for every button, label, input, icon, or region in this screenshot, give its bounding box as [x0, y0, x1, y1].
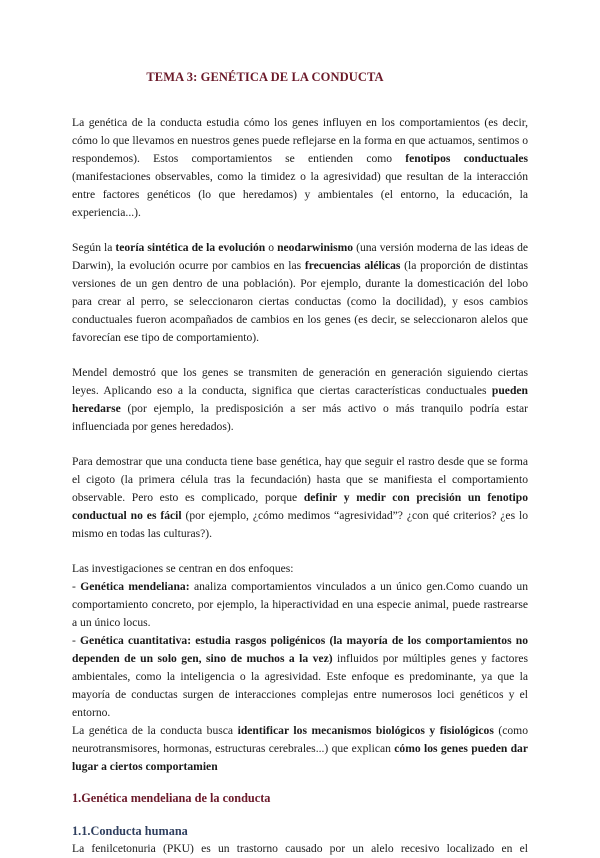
paragraph-pku: La fenilcetonuria (PKU) es un trastorno causado por un alelo recesivo localizado en el [72, 842, 528, 855]
text: (por ejemplo, la predisposición a ser más activo o más tranquilo podría estar influenciada por genes heredados). [72, 402, 528, 433]
bold-term: neodarwinismo [277, 241, 354, 254]
text: (una versión moderna de las ideas de Darwin), la evolución ocurre por cambios en las [72, 241, 529, 272]
approach-item-quantitative [72, 632, 528, 722]
text: analiza comportamientos vinculados a un único gen.Como cuando un comportamiento concreto, por ejemplo, la hiperactividad en una especie animal, puede rastrearse a un único locus. [72, 580, 528, 629]
text: La genética de la conducta estudia cómo los genes influyen en los comportamientos (es decir, cómo lo que llevamos en nuestros genes puede reflejarse en la forma en que actuamos, sentimos o respondemos). Estos comportamientos se entienden como [72, 116, 528, 165]
page-title: TEMA 3: GENÉTICA DE LA CONDUCTA [146, 70, 384, 84]
document-body [72, 114, 528, 858]
paragraph-1 [72, 114, 528, 222]
bold-term: cómo los genes pueden dar lugar a ciertos comportamien [72, 742, 528, 773]
section-heading: 1.Genética mendeliana de la conducta [72, 791, 271, 805]
text: (como neurotransmisores, hormonas, estructuras cerebrales...) que explican [72, 724, 528, 755]
text: (por ejemplo, ¿cómo medimos “agresividad”? ¿con qué criterios? ¿es lo mismo en todas las culturas?). [72, 509, 528, 540]
text: Para demostrar que una conducta tiene base genética, hay que seguir el rastro desde que se forma el cigoto (la primera célula tras la fecundación) hasta que se manifiesta el comportamiento observable. Pero esto es complicado, porque [72, 455, 528, 504]
approaches-conclusion [72, 722, 528, 776]
text: Mendel demostró que los genes se transmiten de generación en generación siguiendo ciertas leyes. Aplicando eso a la conducta, significa que ciertas características conductuales [72, 366, 528, 397]
text: (la proporción de distintas versiones de un gen dentro de una población). Por ejemplo, durante la domesticación del lobo para crear al perro, se seleccionaron ciertas conductas (como la docilidad), y esos cambios conductuales fueron acompañados de cambios en los genes (es decir, se seleccionaron alelos que favorecían ese tipo de comportamiento). [72, 259, 528, 344]
approach-item-mendelian [72, 578, 528, 632]
approaches-intro: Las investigaciones se centran en dos enfoques: [72, 562, 294, 575]
paragraph-3 [72, 364, 528, 436]
bold-term: pueden heredarse [72, 384, 528, 415]
paragraph-2 [72, 239, 528, 347]
text: Según la [72, 241, 116, 254]
subsection-heading: 1.1.Conducta humana [72, 824, 188, 838]
bold-term: frecuencias alélicas [304, 259, 401, 272]
bold-term: identificar los mecanismos biológicos y fisiológicos [237, 724, 494, 737]
approaches-block [72, 560, 528, 776]
bold-term: Genética cuantitativa: estudia rasgos poligénicos (la mayoría de los comportamientos no dependen de un solo gen, sino de muchos a la vez) [72, 634, 528, 665]
bold-term: teoría sintética de la evolución [115, 241, 266, 254]
bullet-dash: - [72, 634, 81, 647]
bold-term: definir y medir con precisión un fenotipo conductual no es fácil [72, 491, 528, 522]
text: (manifestaciones observables, como la timidez o la agresividad) que resultan de la interacción entre factores genéticos (lo que heredamos) y ambientales (el entorno, la educación, la experiencia...). [72, 170, 528, 219]
bold-term: fenotipos conductuales [405, 152, 528, 165]
bullet-dash: - [72, 580, 81, 593]
paragraph-4 [72, 453, 528, 543]
text: influidos por múltiples genes y factores ambientales, como la inteligencia o la agresividad. Este enfoque es predominante, ya que la mayoría de conductas surgen de interacciones complejas entre numerosos loci genéticos y el entorno. [72, 652, 528, 719]
bold-term: Genética mendeliana: [80, 580, 190, 593]
text: La genética de la conducta busca [72, 724, 238, 737]
text: o [265, 241, 278, 254]
